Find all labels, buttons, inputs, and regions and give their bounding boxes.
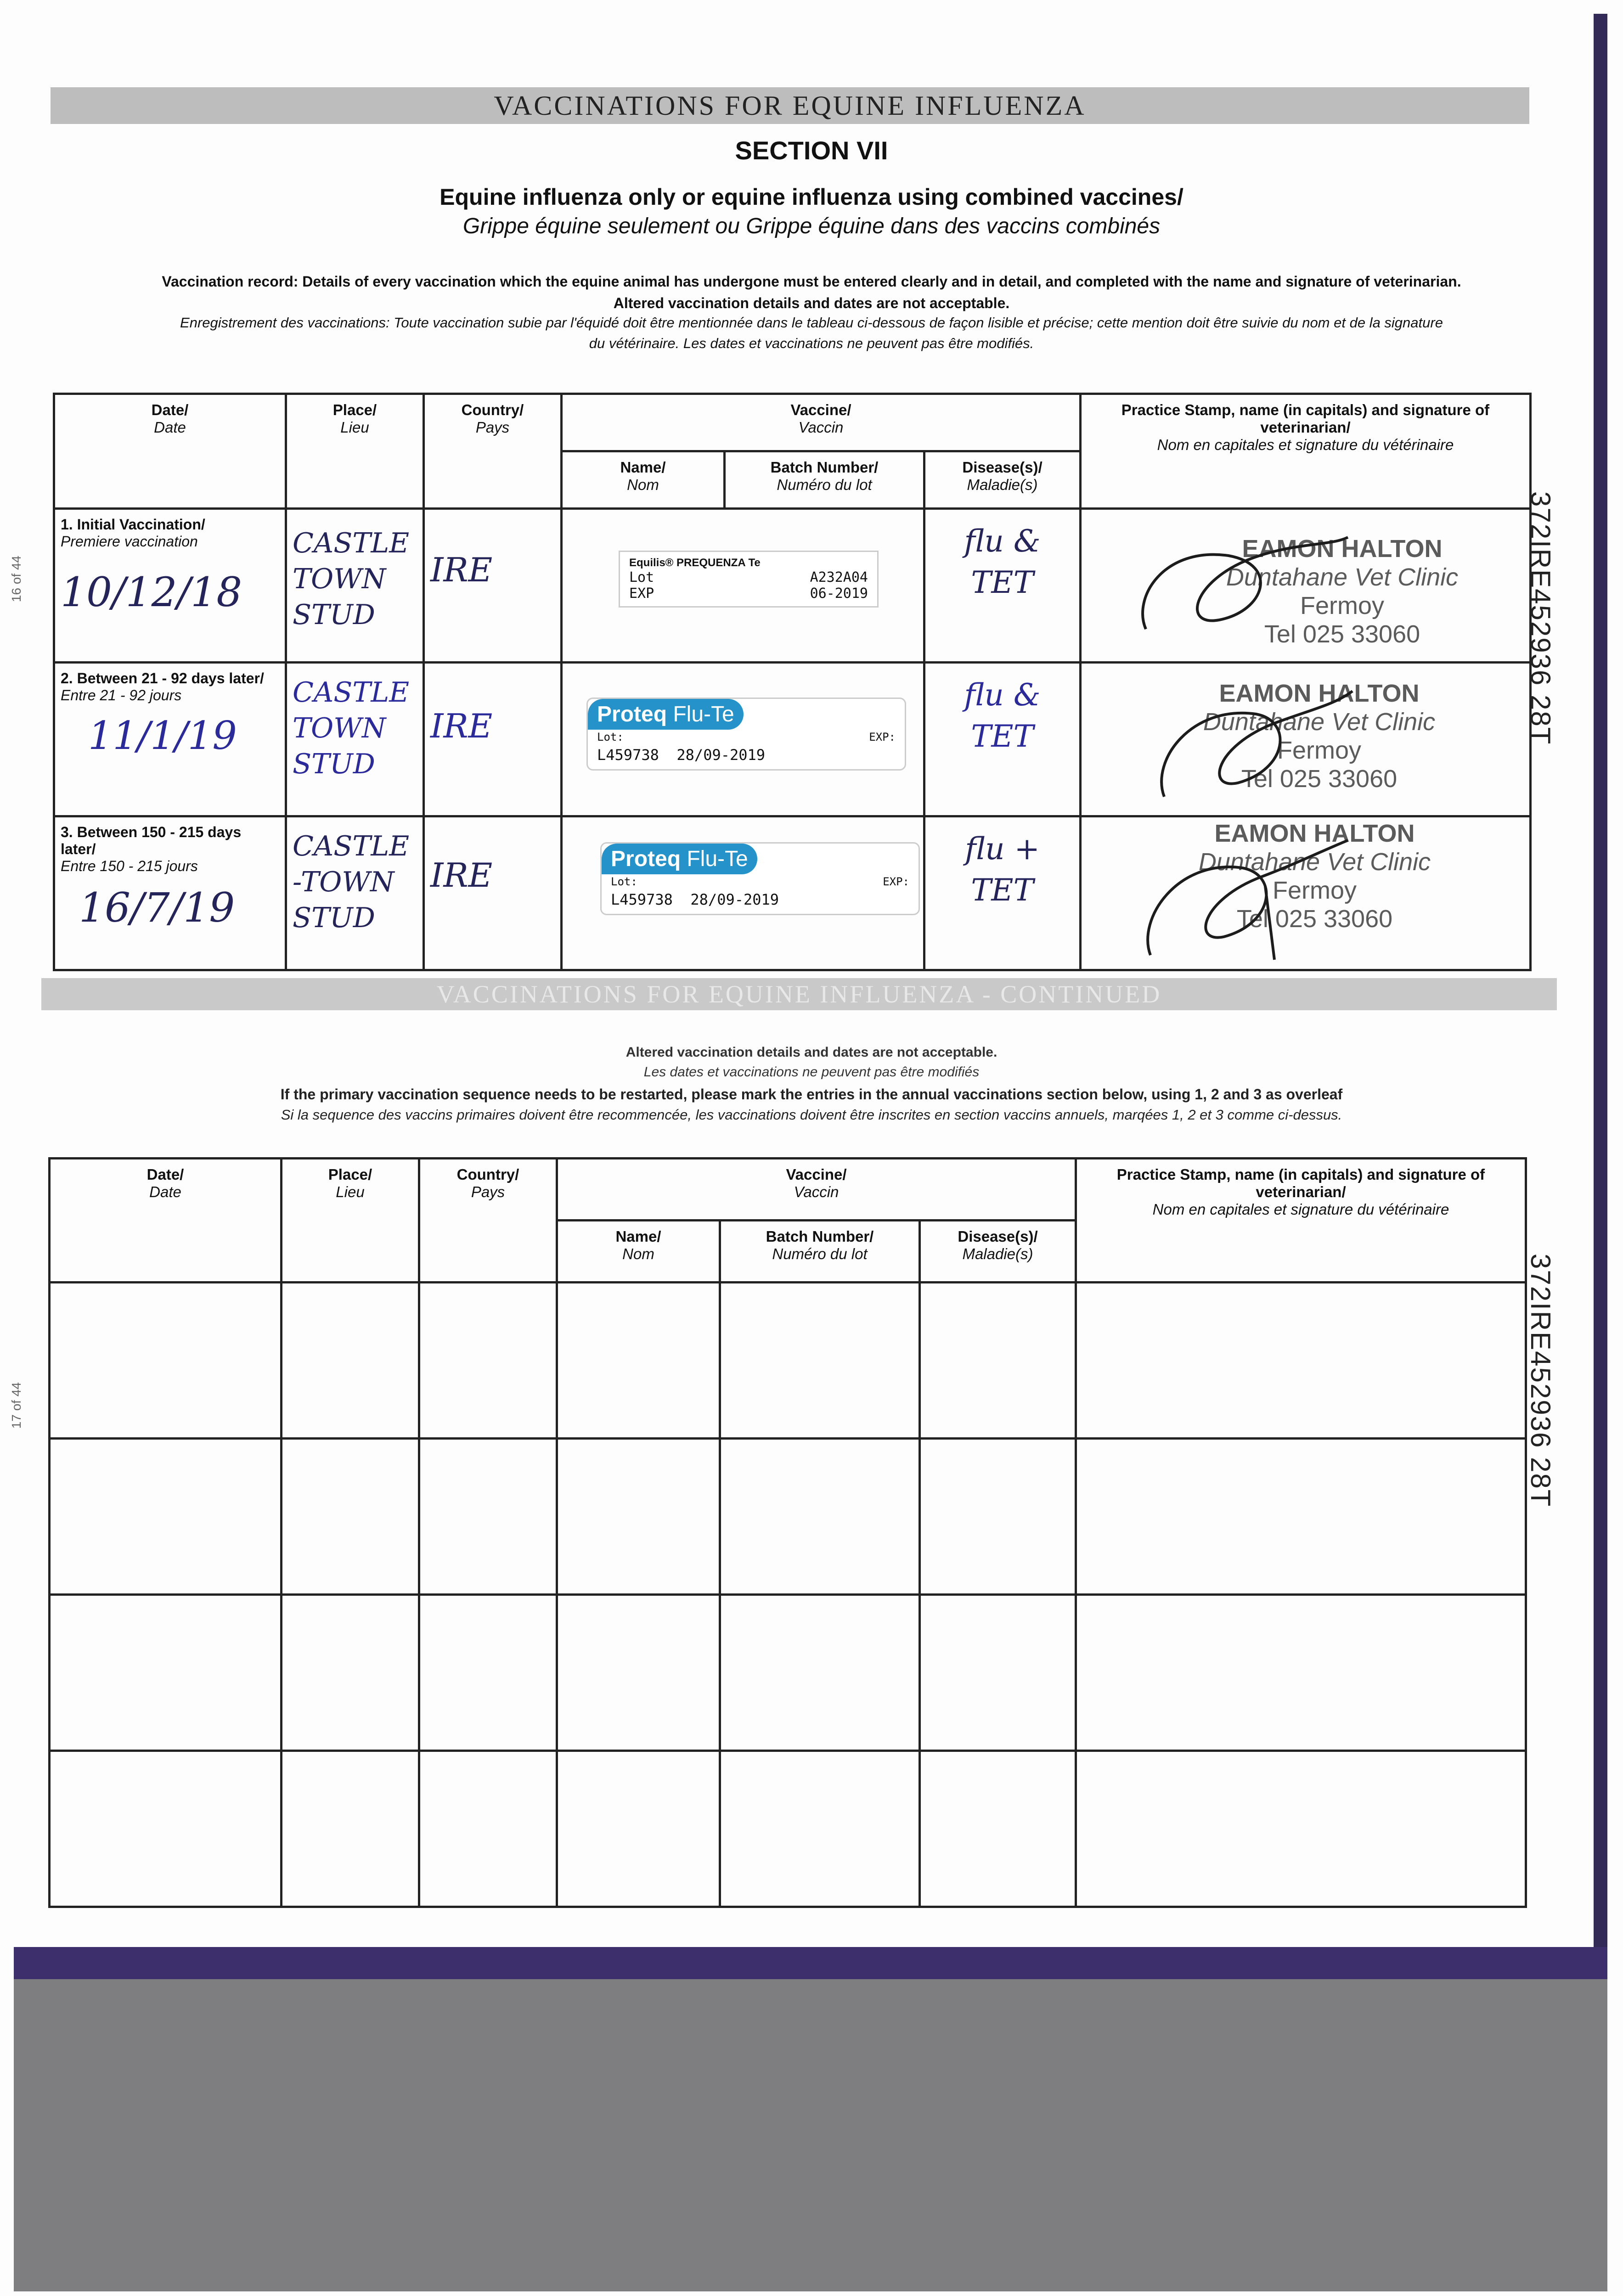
row1-country-cell xyxy=(424,509,562,663)
row2-country: IRE xyxy=(430,707,493,745)
vaccination-row-3 xyxy=(54,816,1531,970)
header-vaccine: Vaccine/ Vaccin xyxy=(562,394,1081,451)
row2-vet-stamp: EAMON HALTON Duntahane Vet Clinic Fermoy Tel 025 33060 xyxy=(1203,680,1436,793)
annual-cell[interactable] xyxy=(419,1439,557,1595)
annual-row-empty xyxy=(50,1283,1526,1439)
page-mark-1: 16 of 44 xyxy=(9,556,23,602)
row2-expiry: 28/09-2019 xyxy=(676,746,766,764)
annual-row-empty xyxy=(50,1439,1526,1595)
header-vaccine-name: Name/ Nom xyxy=(562,451,725,509)
row2-date: 11/1/19 xyxy=(88,713,237,758)
row1-vaccine-cell xyxy=(562,509,924,663)
annual-row-empty xyxy=(50,1751,1526,1907)
annual-cell[interactable] xyxy=(557,1595,720,1751)
row1-label: 1. Initial Vaccination/ Premiere vaccination xyxy=(61,516,205,550)
scanner-background xyxy=(14,1979,1607,2291)
annual-cell[interactable] xyxy=(720,1439,920,1595)
annual-cell[interactable] xyxy=(419,1283,557,1439)
annual-cell[interactable] xyxy=(920,1751,1076,1907)
annual-header-batch: Batch Number/ Numéro du lot xyxy=(720,1221,920,1283)
row2-vaccine-brand: Proteq Flu-Te xyxy=(588,699,744,730)
row3-expiry: 28/09-2019 xyxy=(690,891,779,908)
row2-disease-cell xyxy=(924,663,1081,816)
annual-header-date: Date/ Date xyxy=(50,1159,282,1283)
annual-vaccination-table xyxy=(48,1157,1527,1908)
header-stamp: Practice Stamp, name (in capitals) and signature of veterinarian/ Nom en capitales et signature du vétérinaire xyxy=(1081,394,1531,509)
row1-date: 10/12/18 xyxy=(61,568,242,616)
row1-stamp-cell xyxy=(1081,509,1531,663)
annual-cell[interactable] xyxy=(1076,1439,1526,1595)
subtitle-en: Equine influenza only or equine influenza using combined vaccines/ xyxy=(440,184,1183,210)
record-instructions-fr-1: Enregistrement des vaccinations: Toute vaccination subie par l'équidé doit être mentionnée dans le tableau ci-dessous de façon lisible et précise; cette mention doit être suivie du nom et de la signature xyxy=(180,315,1443,331)
row1-vaccine-label: Equilis® PREQUENZA Te Lot A232A04 EXP 06-2019 xyxy=(619,551,879,608)
restart-fr: Si la sequence des vaccins primaires doivent être recommencée, les vaccinations doivent être inscrites en section vaccins annuels, marqées 1, 2 et 3 comme ci-dessus. xyxy=(281,1107,1342,1123)
row3-stamp-cell xyxy=(1081,816,1531,970)
annual-cell[interactable] xyxy=(720,1283,920,1439)
row3-signature xyxy=(1127,831,1366,964)
row1-disease-cell xyxy=(924,509,1081,663)
annual-cell[interactable] xyxy=(920,1595,1076,1751)
side-id-top: 372IRE452936 28T xyxy=(1525,491,1556,745)
annual-header-name: Name/ Nom xyxy=(557,1221,720,1283)
section-heading: SECTION VII xyxy=(735,136,888,165)
row2-disease: flu & TET xyxy=(964,677,1041,754)
altered-note-en: Altered vaccination details and dates are not acceptable. xyxy=(613,295,1010,311)
header-place: Place/ Lieu xyxy=(286,394,424,509)
annual-row-empty xyxy=(50,1595,1526,1751)
row1-country: IRE xyxy=(430,551,493,589)
row3-batch: L459738 xyxy=(611,891,673,908)
continued-band-title: VACCINATIONS FOR EQUINE INFLUENZA - CONTINUED xyxy=(41,978,1557,1010)
annual-header-place: Place/ Lieu xyxy=(282,1159,419,1283)
annual-cell[interactable] xyxy=(282,1595,419,1751)
annual-cell[interactable] xyxy=(557,1751,720,1907)
altered2-fr: Les dates et vaccinations ne peuvent pas être modifiés xyxy=(643,1064,980,1080)
row2-place: CASTLE TOWN STUD xyxy=(293,676,410,780)
annual-cell[interactable] xyxy=(1076,1595,1526,1751)
annual-cell[interactable] xyxy=(419,1595,557,1751)
header-date: Date/ Date xyxy=(54,394,286,509)
side-id-bottom: 372IRE452936 28T xyxy=(1525,1254,1556,1508)
annual-cell[interactable] xyxy=(920,1439,1076,1595)
row3-label: 3. Between 150 - 215 days later/ Entre 150 - 215 jours xyxy=(61,824,242,874)
annual-cell[interactable] xyxy=(1076,1751,1526,1907)
annual-cell[interactable] xyxy=(50,1439,282,1595)
row3-date: 16/7/19 xyxy=(79,884,235,931)
row3-vaccine-cell xyxy=(562,816,924,970)
header-disease: Disease(s)/ Maladie(s) xyxy=(924,451,1081,509)
altered2-en: Altered vaccination details and dates are not acceptable. xyxy=(626,1045,997,1060)
row3-place: CASTLE -TOWN STUD xyxy=(293,830,410,934)
annual-cell[interactable] xyxy=(50,1751,282,1907)
row3-vet-stamp: EAMON HALTON Duntahane Vet Clinic Fermoy Tel 025 33060 xyxy=(1198,820,1431,933)
row3-vaccine-label: Proteq Flu-Te Lot: EXP: L459738 28/09-2019 xyxy=(600,842,920,915)
row3-country: IRE xyxy=(430,856,493,895)
row2-country-cell xyxy=(424,663,562,816)
annual-cell[interactable] xyxy=(720,1751,920,1907)
annual-cell[interactable] xyxy=(920,1283,1076,1439)
subtitle-fr: Grippe équine seulement ou Grippe équine dans des vaccins combinés xyxy=(462,214,1161,238)
row2-date-cell xyxy=(54,663,286,816)
vaccination-row-1 xyxy=(54,509,1531,663)
annual-cell[interactable] xyxy=(720,1595,920,1751)
row2-signature xyxy=(1137,677,1375,810)
row1-place: CASTLE TOWN STUD xyxy=(293,527,410,631)
row2-vaccine-label: Proteq Flu-Te Lot: EXP: L459738 28/09-2019 xyxy=(586,698,906,771)
row3-vaccine-brand: Proteq Flu-Te xyxy=(602,844,757,874)
record-instructions-en: Vaccination record: Details of every vaccination which the equine animal has undergone must be entered clearly and in detail, and completed with the name and signature of veterinarian. xyxy=(162,273,1461,290)
row1-date-cell xyxy=(54,509,286,663)
row3-country-cell xyxy=(424,816,562,970)
row1-signature xyxy=(1127,528,1366,647)
annual-cell[interactable] xyxy=(50,1283,282,1439)
row1-expiry: 06-2019 xyxy=(810,585,868,602)
row3-place-cell xyxy=(286,816,424,970)
row1-batch: A232A04 xyxy=(810,569,868,585)
annual-cell[interactable] xyxy=(557,1439,720,1595)
annual-cell[interactable] xyxy=(419,1751,557,1907)
annual-header-country: Country/ Pays xyxy=(419,1159,557,1283)
record-instructions-fr-2: du vétérinaire. Les dates et vaccinations ne peuvent pas être modifiés. xyxy=(589,335,1034,351)
row2-batch: L459738 xyxy=(597,746,659,764)
row1-place-cell xyxy=(286,509,424,663)
annual-cell[interactable] xyxy=(1076,1283,1526,1439)
annual-header-vaccine: Vaccine/ Vaccin xyxy=(557,1159,1076,1221)
vaccination-table xyxy=(53,393,1532,971)
cover-edge-strip xyxy=(14,1947,1607,1979)
annual-header-disease: Disease(s)/ Maladie(s) xyxy=(920,1221,1076,1283)
restart-en: If the primary vaccination sequence needs to be restarted, please mark the entries in the annual vaccinations section below, using 1, 2 and 3 as overleaf xyxy=(280,1086,1343,1103)
row3-date-cell xyxy=(54,816,286,970)
row1-disease: flu & TET xyxy=(964,523,1041,600)
row2-stamp-cell xyxy=(1081,663,1531,816)
row3-disease: flu + TET xyxy=(965,831,1040,908)
annual-cell[interactable] xyxy=(50,1595,282,1751)
annual-cell[interactable] xyxy=(282,1439,419,1595)
header-batch-number: Batch Number/ Numéro du lot xyxy=(725,451,924,509)
row2-vaccine-cell xyxy=(562,663,924,816)
row2-place-cell xyxy=(286,663,424,816)
section-band-title: VACCINATIONS FOR EQUINE INFLUENZA xyxy=(51,87,1529,124)
vaccination-row-2 xyxy=(54,663,1531,816)
page-mark-2: 17 of 44 xyxy=(9,1382,23,1429)
row1-vaccine-brand: Equilis® PREQUENZA Te xyxy=(629,557,761,569)
annual-cell[interactable] xyxy=(282,1751,419,1907)
annual-header-stamp: Practice Stamp, name (in capitals) and signature of veterinarian/ Nom en capitales et signature du vétérinaire xyxy=(1076,1159,1526,1283)
row3-disease-cell xyxy=(924,816,1081,970)
annual-cell[interactable] xyxy=(557,1283,720,1439)
row2-label: 2. Between 21 - 92 days later/ Entre 21 - 92 jours xyxy=(61,670,264,703)
row1-vet-stamp: EAMON HALTON Duntahane Vet Clinic Fermoy Tel 025 33060 xyxy=(1226,535,1459,648)
annual-cell[interactable] xyxy=(282,1283,419,1439)
header-country: Country/ Pays xyxy=(424,394,562,509)
